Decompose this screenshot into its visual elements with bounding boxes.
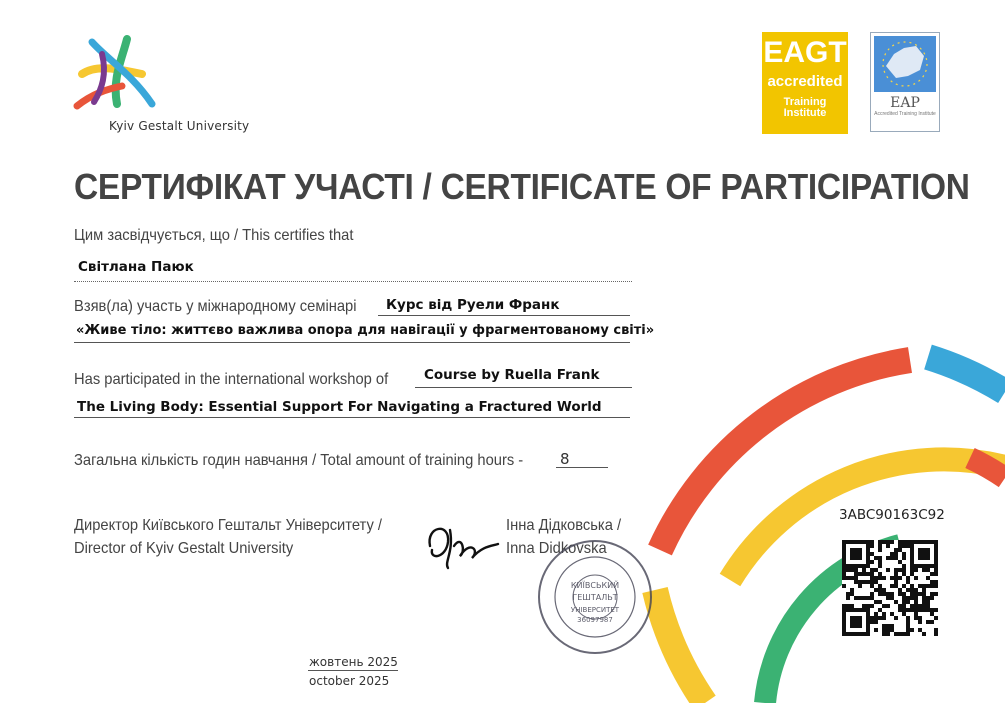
eagt-badge [762, 32, 848, 134]
svg-text:УНІВЕРСИТЕТ: УНІВЕРСИТЕТ [570, 606, 620, 614]
svg-text:КИЇВСЬКИЙ: КИЇВСЬКИЙ [570, 581, 620, 590]
hours-underline [556, 467, 608, 468]
director-name-en: Inna Didkovska [506, 540, 607, 557]
logo-wordmark: Kyiv Gestalt University [109, 119, 250, 133]
workshop-en-underline [74, 417, 630, 418]
course-en: Course by Ruella Frank [424, 367, 600, 383]
director-name-ua: Інна Дідковська / [506, 517, 622, 534]
arc-blue [928, 357, 1005, 392]
qr-code-icon [842, 540, 938, 636]
director-title-en: Director of Kyiv Gestalt University [74, 540, 294, 557]
participated-en-label: Has participated in the international workshop of [74, 371, 389, 388]
hours-value: 8 [560, 450, 570, 468]
kgu-logo-icon [72, 34, 162, 114]
hours-label: Загальна кількість годин навчання / Total amount of training hours - [74, 452, 524, 469]
eap-subtitle: Accredited Training Institute [874, 111, 936, 117]
svg-text:36097987: 36097987 [577, 616, 613, 624]
eagt-badge-line1: EAGT [763, 36, 847, 69]
arc-yellow-outer-left [655, 590, 705, 703]
course-ua-underline [378, 315, 630, 316]
qr-code[interactable] [842, 540, 938, 636]
eap-badge [870, 32, 940, 132]
eagt-badge-line2: accredited [767, 73, 843, 90]
certificate-code: 3ABC90163C92 [839, 507, 945, 523]
workshop-title-en: The Living Body: Essential Support For Navigating a Fractured World [77, 399, 602, 415]
europe-map-icon [874, 36, 936, 92]
date-divider [308, 670, 398, 671]
signature-icon [424, 516, 504, 574]
course-ua: Курс від Руели Франк [386, 297, 560, 313]
name-dotted-line [74, 281, 632, 282]
date-ua: жовтень 2025 [309, 655, 398, 669]
svg-text:ГЕШТАЛЬТ: ГЕШТАЛЬТ [572, 593, 618, 602]
course-en-underline [415, 387, 632, 388]
eagt-badge-line3: Training Institute [783, 96, 827, 119]
certifies-label: Цим засвідчується, що / This certifies that [74, 227, 354, 244]
certificate-title: СЕРТИФІКАТ УЧАСТІ / CERTIFICATE OF PARTICIPATION [74, 166, 970, 207]
workshop-title-ua: «Живе тіло: життєво важлива опора для навігації у фрагментованому світі» [76, 323, 655, 338]
director-title-ua: Директор Київського Гештальт Університету / [74, 517, 382, 534]
eap-name: EAP [890, 95, 920, 111]
workshop-ua-underline [74, 342, 630, 343]
date-en: october 2025 [309, 674, 390, 688]
university-stamp-icon [536, 538, 654, 656]
participant-name: Світлана Паюк [78, 259, 194, 275]
participated-ua-label: Взяв(ла) участь у міжнародному семінарі [74, 298, 357, 315]
